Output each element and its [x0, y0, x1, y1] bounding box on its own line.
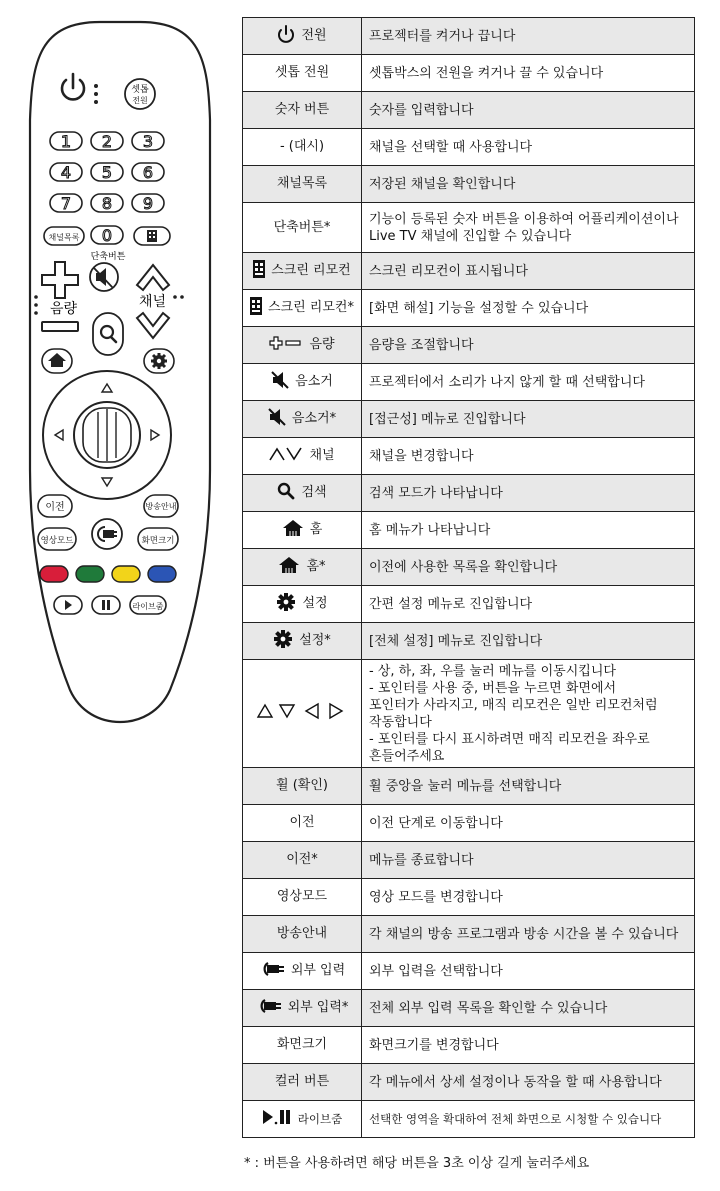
button-name: 이전	[289, 815, 315, 830]
description-cell	[362, 290, 695, 327]
button-name: 스크린 리모컨*	[268, 300, 354, 315]
guide-label: 방송안내	[145, 502, 177, 511]
description-cell	[362, 203, 695, 253]
number-label: 7	[60, 194, 72, 213]
description-text: [화면 해설] 기능을 설정할 수 있습니다	[369, 300, 589, 316]
number-label: 3	[142, 132, 154, 151]
function-row	[243, 586, 695, 623]
button-name: 셋톱 전원	[274, 65, 330, 80]
function-row	[243, 623, 695, 660]
description-cell	[362, 879, 695, 916]
home-icon	[278, 556, 300, 579]
number-label: 5	[101, 163, 113, 182]
description-cell	[362, 364, 695, 401]
number-button-8[interactable]	[91, 194, 123, 213]
live-zoom-button[interactable]	[130, 596, 166, 614]
channel-updown-icon	[269, 447, 303, 466]
settop-label-top: 셋톱	[131, 85, 149, 95]
guide-button[interactable]	[144, 495, 178, 517]
description-text: 선택한 영역을 확대하여 전체 화면으로 시청할 수 있습니다	[369, 1111, 662, 1126]
number-label: 4	[60, 163, 72, 182]
button-name-cell	[243, 92, 362, 129]
number-button-4[interactable]	[50, 163, 82, 182]
input-button[interactable]	[92, 519, 122, 549]
description-cell	[362, 129, 695, 166]
button-name-cell	[243, 916, 362, 953]
mute-icon	[271, 371, 289, 394]
description-text: 전체 외부 입력 목록을 확인할 수 있습니다	[369, 1000, 608, 1016]
channel-list-button[interactable]	[44, 227, 84, 245]
button-name: 채널목록	[276, 176, 328, 191]
description-text: [전체 설정] 메뉴로 진입합니다	[369, 633, 543, 649]
function-row	[243, 438, 695, 475]
button-name-cell	[243, 327, 362, 364]
description-cell	[362, 1027, 695, 1064]
button-name-cell	[243, 203, 362, 253]
button-name: 스크린 리모컨	[271, 263, 351, 278]
power-icon	[277, 24, 295, 49]
description-text: 이전에 사용한 목록을 확인합니다	[369, 559, 558, 575]
description-text: 휠 중앙을 눌러 메뉴를 선택합니다	[369, 778, 562, 794]
picture-mode-button[interactable]	[38, 528, 76, 550]
screen-remote-icon	[250, 297, 262, 320]
function-row	[243, 290, 695, 327]
button-name-cell	[243, 768, 362, 805]
function-row	[243, 327, 695, 364]
button-name-cell	[243, 1101, 362, 1138]
number-button-5[interactable]	[91, 163, 123, 182]
description-cell	[362, 549, 695, 586]
button-name-cell	[243, 990, 362, 1027]
number-label: 9	[142, 194, 154, 213]
number-button-7[interactable]	[50, 194, 82, 213]
search-icon	[277, 482, 295, 505]
function-row	[243, 55, 695, 92]
button-name-cell	[243, 623, 362, 660]
mute-button[interactable]	[90, 263, 118, 291]
settop-power-button[interactable]	[125, 79, 155, 109]
button-name-cell	[243, 953, 362, 990]
number-button-1[interactable]	[50, 132, 82, 151]
description-text: 외부 입력을 선택합니다	[369, 963, 503, 979]
description-text: 음량을 조절합니다	[369, 337, 474, 353]
description-text: 저장된 채널을 확인합니다	[369, 176, 516, 192]
button-name-cell	[243, 586, 362, 623]
description-cell	[362, 475, 695, 512]
search-button[interactable]	[93, 313, 123, 355]
description-text: 채널을 변경합니다	[369, 448, 474, 464]
number-label: 0	[101, 226, 113, 245]
description-text: 숫자를 입력합니다	[369, 102, 474, 118]
function-row	[243, 768, 695, 805]
function-row	[243, 129, 695, 166]
settings-button[interactable]	[144, 349, 174, 373]
description-cell	[362, 916, 695, 953]
input-icon	[259, 961, 285, 982]
function-row	[243, 660, 695, 768]
button-name: 검색	[301, 485, 327, 500]
shortcut-label: 단축버튼	[90, 252, 126, 262]
button-name-cell	[243, 805, 362, 842]
number-label: 1	[60, 132, 72, 151]
back-label: 이전	[45, 502, 65, 513]
button-name-cell	[243, 253, 362, 290]
function-row	[243, 879, 695, 916]
number-button-2[interactable]	[91, 132, 123, 151]
button-name: 음량	[309, 337, 335, 352]
number-button-0[interactable]	[91, 226, 123, 245]
description-text: 포인터가 사라지고, 매직 리모컨은 일반 리모컨처럼	[369, 697, 658, 713]
button-name: 숫자 버튼	[274, 102, 330, 117]
function-row	[243, 953, 695, 990]
function-row	[243, 1027, 695, 1064]
description-text: 화면크기를 변경합니다	[369, 1037, 499, 1053]
button-name-cell	[243, 55, 362, 92]
description-cell	[362, 92, 695, 129]
description-cell	[362, 623, 695, 660]
button-function-table	[242, 17, 695, 1138]
function-row	[243, 805, 695, 842]
function-row	[243, 1064, 695, 1101]
play-button[interactable]	[54, 596, 82, 614]
description-text: 셋톱박스의 전원을 켜거나 끌 수 있습니다	[369, 65, 604, 81]
description-cell	[362, 768, 695, 805]
description-text: 스크린 리모컨이 표시됩니다	[369, 263, 528, 279]
screen-size-label: 화면크기	[141, 536, 175, 546]
footnote: * : 버튼을 사용하려면 해당 버튼을 3초 이상 길게 눌러주세요	[244, 1156, 590, 1171]
number-button-3[interactable]	[132, 132, 164, 151]
number-label: 2	[101, 132, 113, 151]
button-name: 전원	[301, 28, 327, 43]
screen-remote-button[interactable]	[134, 227, 170, 245]
screen-size-button[interactable]	[138, 528, 178, 550]
wheel-ok-button[interactable]	[74, 402, 140, 468]
button-name-cell	[243, 166, 362, 203]
settop-label-bottom: 전원	[132, 96, 148, 105]
description-cell	[362, 1064, 695, 1101]
description-cell	[362, 990, 695, 1027]
description-text: 기능이 등록된 숫자 버튼을 이용하여 어플리케이션이나	[369, 211, 679, 227]
volume-label: 음량	[50, 301, 78, 317]
magic-remote-illustration	[0, 0, 240, 760]
button-name-cell	[243, 549, 362, 586]
button-name-cell	[243, 842, 362, 879]
home-icon	[282, 519, 304, 542]
channel-list-label: 채널목록	[48, 233, 80, 242]
pause-button[interactable]	[92, 596, 120, 614]
color-button-3[interactable]	[112, 566, 140, 582]
description-text: 홈 메뉴가 나타납니다	[369, 522, 491, 538]
number-button-9[interactable]	[132, 194, 164, 213]
description-text: 흔들어주세요	[369, 748, 445, 764]
button-name-cell	[243, 290, 362, 327]
function-row	[243, 1101, 695, 1138]
button-name: 음소거	[295, 374, 333, 389]
button-name-cell	[243, 1064, 362, 1101]
description-text: - 상, 하, 좌, 우를 눌러 메뉴를 이동시킵니다	[369, 663, 616, 679]
home-button[interactable]	[42, 349, 72, 373]
description-cell	[362, 805, 695, 842]
function-row	[243, 916, 695, 953]
volume-icon	[269, 336, 303, 355]
description-text: 채널을 선택할 때 사용합니다	[369, 139, 533, 155]
button-name: 단축버튼*	[273, 219, 331, 235]
screen-remote-icon	[253, 260, 265, 283]
button-name: 휠 (확인)	[276, 778, 328, 793]
button-name: 홈*	[306, 559, 326, 574]
button-name-cell	[243, 512, 362, 549]
description-text: 검색 모드가 나타납니다	[369, 485, 503, 501]
button-name-cell	[243, 18, 362, 55]
button-name: 설정	[302, 596, 328, 611]
description-cell	[362, 842, 695, 879]
function-row	[243, 475, 695, 512]
arrows-icon	[256, 702, 348, 725]
back-button[interactable]	[38, 495, 72, 517]
description-text: - 포인터를 다시 표시하려면 매직 리모컨을 좌우로	[369, 731, 650, 747]
description-cell	[362, 660, 695, 768]
button-name: 화면크기	[276, 1037, 328, 1052]
description-cell	[362, 1101, 695, 1138]
gear-icon	[273, 629, 293, 654]
description-text: 이전 단계로 이동합니다	[369, 815, 503, 831]
description-text: Live TV 채널에 진입할 수 있습니다	[369, 228, 572, 244]
description-text: 각 메뉴에서 상세 설정이나 동작을 할 때 사용합니다	[369, 1074, 662, 1090]
button-name-cell	[243, 660, 362, 768]
live-zoom-label: 라이브줌	[132, 602, 164, 611]
button-name-cell	[243, 879, 362, 916]
function-row	[243, 203, 695, 253]
button-name-cell	[243, 475, 362, 512]
function-row	[243, 512, 695, 549]
function-row	[243, 401, 695, 438]
button-name: 외부 입력	[290, 963, 346, 978]
button-name-cell	[243, 438, 362, 475]
button-name: 컬러 버튼	[274, 1074, 330, 1089]
button-name-cell	[243, 401, 362, 438]
description-text: - 포인터를 사용 중, 버튼을 누르면 화면에서	[369, 680, 617, 696]
play-pause-icon	[262, 1109, 292, 1130]
description-text: 프로젝터를 켜거나 끕니다	[369, 28, 516, 44]
description-text: 메뉴를 종료합니다	[369, 852, 474, 868]
color-button-4[interactable]	[148, 566, 176, 582]
button-name: 라이브줌	[297, 1112, 343, 1126]
function-row	[243, 549, 695, 586]
description-text: 각 채널의 방송 프로그램과 방송 시간을 볼 수 있습니다	[369, 926, 679, 942]
input-icon	[256, 998, 282, 1019]
button-name: 설정*	[299, 633, 331, 648]
button-name: 채널	[309, 448, 335, 463]
volume-down-button[interactable]	[42, 322, 78, 331]
channel-label: 채널	[139, 294, 167, 310]
button-name-cell	[243, 129, 362, 166]
number-label: 6	[142, 163, 154, 182]
description-text: 간편 설정 메뉴로 진입합니다	[369, 596, 533, 612]
description-cell	[362, 18, 695, 55]
button-name-cell	[243, 1027, 362, 1064]
function-row	[243, 92, 695, 129]
volume-dots	[34, 295, 38, 315]
color-button-2[interactable]	[76, 566, 104, 582]
button-name-cell	[243, 364, 362, 401]
button-name: - (대시)	[279, 139, 325, 154]
description-cell	[362, 401, 695, 438]
button-name: 외부 입력*	[287, 1000, 349, 1015]
description-cell	[362, 512, 695, 549]
button-name: 이전*	[286, 852, 318, 867]
description-cell	[362, 953, 695, 990]
description-text: 영상 모드를 변경합니다	[369, 889, 503, 905]
function-row	[243, 18, 695, 55]
description-cell	[362, 586, 695, 623]
mute-icon	[268, 408, 286, 431]
function-row	[243, 990, 695, 1027]
description-cell	[362, 55, 695, 92]
picture-mode-label: 영상모드	[40, 536, 74, 546]
function-row	[243, 364, 695, 401]
gear-icon	[276, 592, 296, 617]
button-name: 음소거*	[291, 411, 337, 426]
button-name: 홈	[309, 522, 323, 537]
description-text: [접근성] 메뉴로 진입합니다	[369, 411, 526, 427]
button-name: 방송안내	[276, 926, 328, 941]
color-button-1[interactable]	[40, 566, 68, 582]
description-text: 프로젝터에서 소리가 나지 않게 할 때 선택합니다	[369, 374, 645, 390]
number-button-6[interactable]	[132, 163, 164, 182]
description-cell	[362, 253, 695, 290]
number-label: 8	[101, 194, 113, 213]
description-cell	[362, 166, 695, 203]
description-cell	[362, 327, 695, 364]
function-row	[243, 166, 695, 203]
function-row	[243, 253, 695, 290]
button-name: 영상모드	[276, 889, 328, 904]
description-text: 작동합니다	[369, 714, 432, 730]
description-cell	[362, 438, 695, 475]
function-row	[243, 842, 695, 879]
